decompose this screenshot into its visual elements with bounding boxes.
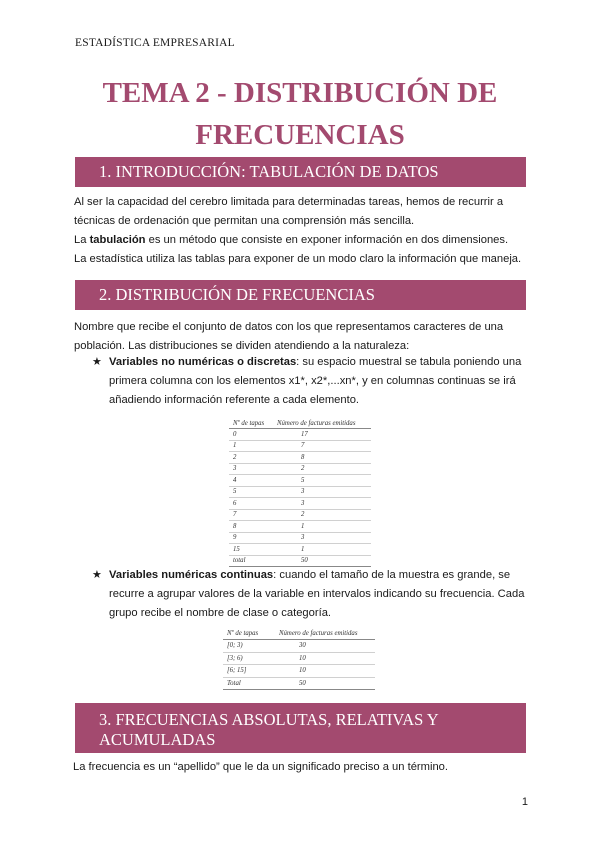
table-cell: 1 [273, 521, 371, 533]
heading-line: 3. FRECUENCIAS ABSOLUTAS, RELATIVAS Y [99, 710, 439, 729]
discrete-frequency-table [229, 418, 371, 567]
table-cell: 2 [273, 509, 371, 521]
table-cell: 2 [229, 452, 273, 464]
star-bullet-icon: ★ [92, 569, 102, 581]
heading-line: ACUMULADAS [99, 730, 216, 749]
table-cell: 3 [273, 486, 371, 498]
table-row [229, 452, 371, 464]
table-row [229, 509, 371, 521]
bold-term: Variables no numéricas o discretas [109, 356, 297, 368]
table-cell: 3 [229, 463, 273, 475]
table-row [229, 463, 371, 475]
table-cell: 8 [273, 452, 371, 464]
table-cell: 10 [275, 665, 375, 678]
table-cell: 7 [229, 509, 273, 521]
table-cell: 4 [229, 475, 273, 487]
text-line: La estadística utiliza las tablas para exponer de un modo claro la información que maneja. [74, 253, 522, 265]
table-cell: 30 [275, 640, 375, 653]
table-row [229, 486, 371, 498]
table-cell: [6; 15] [223, 665, 275, 678]
section3-paragraph: La frecuencia es un “apellido” que le da un significado preciso a un término. [73, 761, 449, 773]
table-row [223, 665, 375, 678]
table-row [229, 532, 371, 544]
text-fragment: primera columna con los elementos x1*, x2*,...xn*, y en columnas continuas se irá [109, 375, 516, 387]
table-header-row [223, 627, 375, 640]
text-line: Nombre que recibe el conjunto de datos con los que representamos caracteres de una [74, 321, 504, 333]
table-row [229, 521, 371, 533]
text-line: población. Las distribuciones se dividen atendiendo a la naturaleza: [74, 340, 410, 352]
section-heading-2: 2. DISTRIBUCIÓN DE FRECUENCIAS [75, 280, 526, 310]
bullet-item-discrete [92, 353, 530, 410]
table-cell: 8 [229, 521, 273, 533]
column-header: Número de facturas emitidas [273, 418, 371, 429]
table-header-row [229, 418, 371, 429]
star-bullet-icon: ★ [92, 356, 102, 368]
text-fragment: añadiendo información referente a cada elemento. [109, 394, 360, 406]
table-cell: 17 [273, 429, 371, 441]
continuous-frequency-table [223, 627, 375, 690]
column-header: Nº de tapas [229, 418, 273, 429]
title-line: FRECUENCIAS [195, 119, 405, 151]
table-cell: 3 [273, 498, 371, 510]
table-row [223, 677, 375, 690]
bold-term: Variables numéricas continuas [109, 569, 274, 581]
table-cell: total [229, 555, 273, 567]
distribution-paragraph [74, 318, 529, 356]
text-line: Al ser la capacidad del cerebro limitada para determinadas tareas, hemos de recurrir a [74, 196, 504, 208]
text-fragment: es un método que consiste en exponer información en dos dimensiones. [145, 234, 509, 246]
table-row [229, 544, 371, 556]
page-title [0, 72, 600, 156]
table-cell: 5 [273, 475, 371, 487]
title-line: TEMA 2 - DISTRIBUCIÓN DE [102, 77, 498, 109]
table-row [229, 475, 371, 487]
table-cell: [0; 3) [223, 640, 275, 653]
document-header: ESTADÍSTICA EMPRESARIAL [75, 37, 235, 49]
table-cell: 3 [273, 532, 371, 544]
table-row [229, 429, 371, 441]
table-cell: 5 [229, 486, 273, 498]
text-fragment: recurre a agrupar valores de la variable en intervalos indicando su frecuencia. Cada [109, 588, 525, 600]
bold-term: tabulación [89, 234, 146, 246]
table-row [229, 440, 371, 452]
bullet-item-continuous [92, 566, 530, 623]
table-cell: [3; 6) [223, 652, 275, 665]
bullet-text [109, 353, 530, 410]
table-cell: 0 [229, 429, 273, 441]
table-cell: 7 [273, 440, 371, 452]
table-cell: 10 [275, 652, 375, 665]
text-line [74, 231, 529, 250]
table-cell: 1 [273, 544, 371, 556]
table-cell: 50 [273, 555, 371, 567]
page-number: 1 [521, 796, 528, 808]
table-cell: 15 [229, 544, 273, 556]
text-fragment: grupo recibe el nombre de clase o categoría. [109, 607, 332, 619]
table-cell: 50 [275, 677, 375, 690]
text-fragment: : cuando el tamaño de la muestra es grande, se [273, 569, 511, 581]
bullet-text [109, 566, 530, 623]
table-cell: 9 [229, 532, 273, 544]
table-row [223, 652, 375, 665]
table-cell: 1 [229, 440, 273, 452]
section-heading-1: 1. INTRODUCCIÓN: TABULACIÓN DE DATOS [75, 157, 526, 187]
column-header: Número de facturas emitidas [275, 627, 375, 640]
table-row [229, 555, 371, 567]
table-cell: Total [223, 677, 275, 690]
table-cell: 6 [229, 498, 273, 510]
table-cell: 2 [273, 463, 371, 475]
text-line: técnicas de ordenación que permitan una comprensión más sencilla. [74, 215, 415, 227]
table-row [229, 498, 371, 510]
table-row [223, 640, 375, 653]
column-header: Nº de tapas [223, 627, 275, 640]
text-fragment: : su espacio muestral se tabula poniendo una [296, 356, 522, 368]
intro-paragraph [74, 193, 529, 269]
section-heading-3 [75, 703, 526, 753]
text-fragment: La [74, 234, 90, 246]
